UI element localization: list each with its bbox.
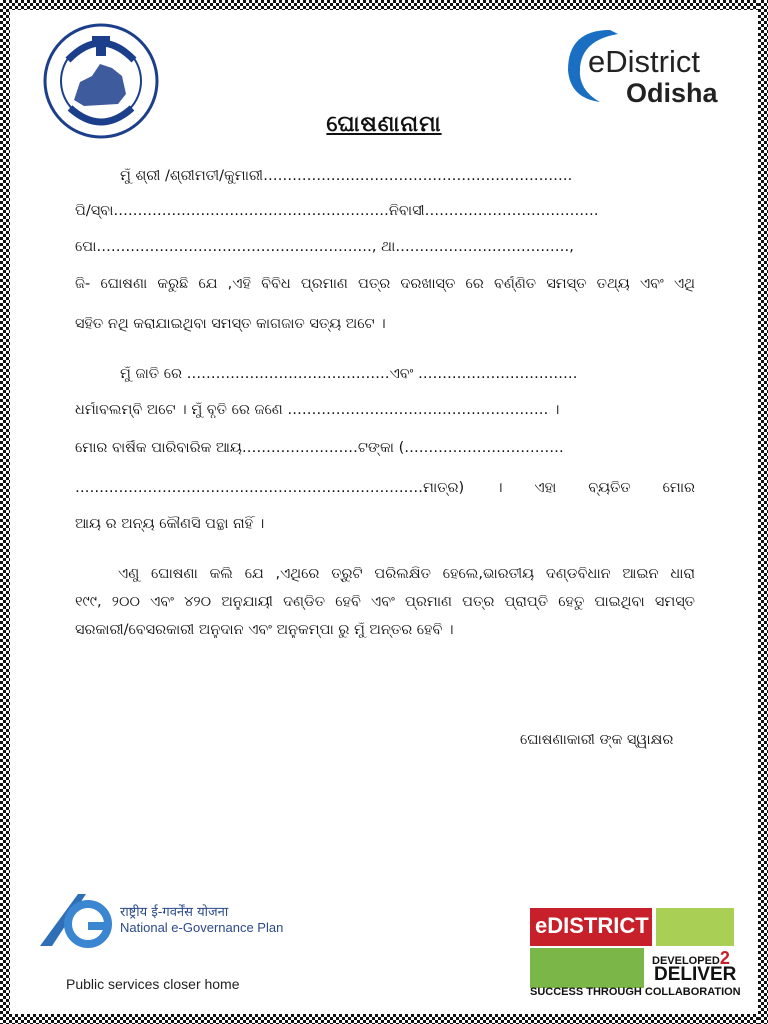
negp-hindi-text: राष्ट्रीय ई-गवर्नेंस योजना [120, 905, 229, 920]
negp-english-text: National e-Governance Plan [120, 920, 284, 935]
declaration-line-post: ପୋ…………………………………………………, ଥା………………………………, [75, 239, 574, 255]
d2d-success-text: SUCCESS THROUGH COLLABORATION [530, 986, 741, 998]
declaration-line-truth: ସହିତ ନଥି କରାଯାଇଥିବା ସମସ୍ତ କାଗଜାତ ସତ୍ୟ ଅଟେ । [75, 316, 386, 332]
egov-swoosh-icon [38, 890, 118, 952]
page-border-top [0, 0, 768, 10]
d2d-deliver-text: DELIVER [654, 964, 737, 985]
d2d-lime-block [656, 908, 734, 946]
negp-logo [38, 890, 308, 960]
signature-label: ଘୋଷଣାକାରୀ ଙ୍କ ସ୍ୱାକ୍ଷର [520, 732, 674, 748]
page-border-right [758, 0, 768, 1024]
d2d-developed-text: DEVELOPED2 [652, 948, 730, 968]
footer-tagline: Public services closer home [66, 976, 240, 992]
d2d-green-block [530, 948, 644, 988]
declaration-line-income: ମୋର ବାର୍ଷିକ ପାରିବାରିକ ଆୟ……………………ଟଙ୍କା (…………………………… [75, 440, 564, 456]
declaration-line-penalty-2: ୧୯୯, ୨୦୦ ଏବଂ ୪୨୦ ଅନୁଯାୟୀ ଦଣ୍ଡିତ ହେବି ଏବଂ ପ୍ରମାଣ ପତ୍ର ପ୍ରାପ୍ତି ହେତୁ ପାଇଥିବା ସମସ୍ତ [75, 594, 695, 610]
declaration-line-penalty-1: ଏଣୁ ଘୋଷଣା କଲି ଯେ ,ଏଥିରେ ତ୍ରୁଟି ପରିଲକ୍ଷିତ ହେଲେ,ଭାରତୀୟ ଦଣ୍ଡବିଧାନ ଆଇନ ଧାରା [118, 566, 695, 582]
declaration-line-amount: ………………………………………………………………ମାତ୍ର) । ଏହା ବ୍ୟତିତ ମୋର [75, 480, 695, 496]
declaration-line-penalty-3: ସରକାରୀ/ବେସରକାରୀ ଅନୁଦାନ ଏବଂ ଅନୁକମ୍ପା ରୁ ମୁଁ ଅନ୍ତର ହେବି । [75, 622, 454, 638]
edistrict-brand-text: eDistrict [588, 44, 700, 79]
page-border-left [0, 0, 10, 1024]
declaration-line-name: ମୁଁ ଶ୍ରୀ /ଶ୍ରୀମତୀ/କୁମାରୀ………………………………………………………. [120, 168, 573, 184]
declaration-line-caste: ମୁଁ ଜାତି ରେ ……………………………………ଏବଂ …………………………… [120, 366, 578, 382]
declaration-line-parent: ପି/ସ୍ବା…………………………………………………ନିବାସୀ……………………………… [75, 203, 599, 219]
d2d-red-block [530, 908, 652, 946]
declaration-line-religion: ଧର୍ମାବଲମ୍ବି ଅଟେ । ମୁଁ ବୃତି ରେ ଜଣେ ……………………………………………… । [75, 402, 560, 418]
developed-to-deliver-logo [530, 906, 741, 1002]
document-title: ଘୋଷଣାନାମା [326, 112, 442, 137]
edistrict-odisha-logo [560, 24, 750, 110]
odisha-brand-text: Odisha [626, 78, 718, 108]
declaration-line-district: ଜି- ଘୋଷଣା କରୁଛି ଯେ ,ଏହି ବିବିଧ ପ୍ରମାଣ ପତ୍ର ଦରଖାସ୍ତ ରେ ବର୍ଣ୍ଣିତ ସମସ୍ତ ତଥ୍ୟ ଏବଂ ଏଥି [75, 276, 695, 292]
declaration-line-other-income: ଆୟ ର ଅନ୍ୟ କୌଣସି ପନ୍ଥା ନାହିଁ । [75, 516, 265, 532]
page-border-bottom [0, 1014, 768, 1024]
d2d-brand-text: eDISTRICT [535, 913, 649, 938]
